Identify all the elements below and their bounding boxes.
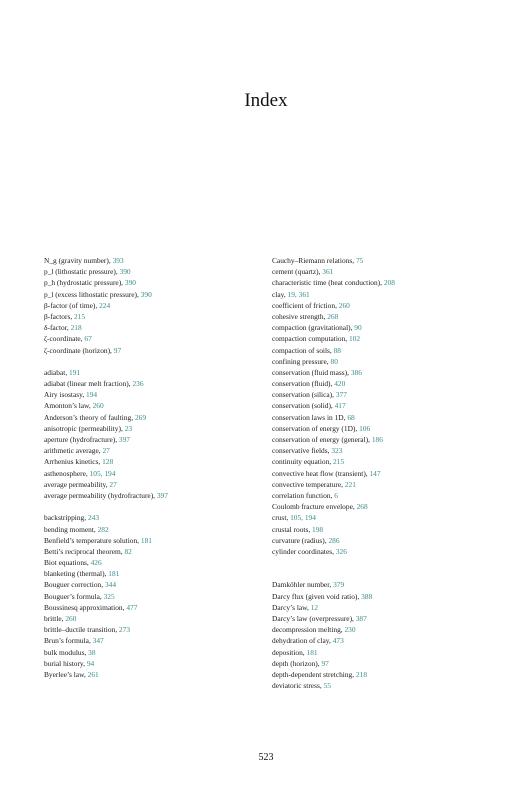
page-reference-link[interactable]: 379 <box>333 580 345 590</box>
page-reference-link[interactable]: 82 <box>124 546 132 556</box>
page-reference-link[interactable]: 344 <box>104 580 117 590</box>
index-entry <box>272 389 502 400</box>
index-entry <box>272 456 502 467</box>
index-term: asthenosphere, <box>44 468 90 478</box>
index-term: ζ-coordinate (horizon), <box>44 345 114 355</box>
index-term: crustal roots, <box>272 524 313 534</box>
page-reference-link[interactable]: 215 <box>332 457 345 467</box>
index-term: cohesive strength, <box>272 311 328 321</box>
page-reference-link[interactable]: 27 <box>109 479 117 489</box>
index-entry <box>272 479 502 490</box>
index-entry <box>44 311 274 322</box>
index-entry <box>44 255 274 266</box>
index-entry <box>44 490 274 501</box>
page-reference-link[interactable]: 181 <box>140 535 152 545</box>
index-entry <box>44 647 274 658</box>
page-reference-link[interactable]: 477 <box>126 602 138 612</box>
page-reference-link[interactable]: 390 <box>124 278 136 288</box>
index-entry <box>44 378 274 389</box>
page-reference-link[interactable]: 88 <box>333 345 341 355</box>
index-entry <box>44 456 274 467</box>
index-term: Damköhler number, <box>272 580 334 590</box>
page-reference-link[interactable]: 347 <box>92 636 104 646</box>
index-term: aperture (hydrofracture), <box>44 435 119 444</box>
page-reference-link[interactable]: 23 <box>124 423 133 433</box>
index-entry <box>272 356 502 367</box>
page-reference-link[interactable]: 208 <box>383 278 395 288</box>
page-title: Index <box>244 90 288 111</box>
index-entry <box>44 524 274 535</box>
page-reference-link[interactable]: 80 <box>330 356 338 366</box>
index-entry <box>44 624 274 635</box>
index-term: clay, <box>272 289 288 299</box>
index-term: Benfield’s temperature solution, <box>44 535 141 545</box>
index-term: conservation of energy (1D), <box>272 423 360 433</box>
index-entry <box>44 322 274 333</box>
index-term: bulk modulus, <box>44 647 89 657</box>
section-gap <box>44 356 274 367</box>
index-term: δ-factor, <box>44 323 71 333</box>
index-entry <box>44 345 274 356</box>
index-entry <box>44 333 274 344</box>
page-reference-link[interactable]: 181 <box>108 569 120 579</box>
index-term: adiabat, <box>44 367 70 377</box>
index-entry <box>44 289 274 300</box>
index-term: depth-dependent stretching, <box>272 669 356 679</box>
page-reference-link[interactable]: 417 <box>334 401 346 411</box>
index-term: arithmetic average, <box>44 446 103 456</box>
index-entry <box>44 635 274 646</box>
page-reference-link[interactable]: 191 <box>69 367 81 377</box>
index-entry <box>44 266 274 277</box>
index-column-right <box>272 255 502 691</box>
page-reference-link[interactable]: 55 <box>323 681 331 691</box>
page-reference-link[interactable]: 269 <box>134 412 147 422</box>
page-reference-link[interactable]: 221 <box>344 479 356 489</box>
page-reference-link[interactable]: 218 <box>70 323 82 333</box>
page-reference-link[interactable]: 215 <box>74 311 86 321</box>
index-term: continuity equation, <box>272 457 333 467</box>
page-reference-link[interactable]: 325 <box>103 591 115 601</box>
index-term: Bouguer’s formula, <box>44 591 104 601</box>
index-term: Boussinesq approximation, <box>44 602 127 612</box>
index-term: Darcy’s law (overpressure), <box>272 614 356 623</box>
index-term: confining pressure, <box>272 356 331 366</box>
page-reference-link[interactable]: 397 <box>156 490 168 500</box>
index-entry <box>272 322 502 333</box>
index-entry <box>44 613 274 624</box>
index-term: compaction of soils, <box>272 345 334 355</box>
index-entry <box>272 289 502 300</box>
index-term: dehydration of clay, <box>272 636 333 646</box>
page-reference-link[interactable]: 68 <box>347 412 355 422</box>
index-entry <box>44 535 274 546</box>
index-entry <box>44 367 274 378</box>
index-entry <box>272 535 502 546</box>
index-entry <box>272 367 502 378</box>
page-reference-link[interactable]: 67 <box>84 334 92 344</box>
index-term: conservation (silica), <box>272 390 336 400</box>
index-entry <box>272 266 502 277</box>
page-reference-link[interactable]: 261 <box>87 669 99 679</box>
index-entry <box>44 579 274 590</box>
index-term: Darcy’s law, <box>272 602 311 612</box>
index-entry <box>44 445 274 456</box>
index-entry <box>44 479 274 490</box>
index-term: average permeability (hydrofracture), <box>44 490 157 500</box>
index-entry <box>272 680 502 691</box>
page-reference-link[interactable]: 377 <box>335 390 347 400</box>
page-reference-link[interactable]: 19, 361 <box>287 289 310 299</box>
index-term: Coulomb fracture envelope, <box>272 502 357 512</box>
index-entry <box>44 669 274 680</box>
index-entry <box>44 423 274 434</box>
index-entry <box>272 277 502 288</box>
page-reference-link[interactable]: 473 <box>332 636 344 646</box>
index-term: deposition, <box>272 647 307 657</box>
page-reference-link[interactable]: 186 <box>371 435 383 444</box>
index-term: coefficient of friction, <box>272 300 339 310</box>
page-reference-link[interactable]: 236 <box>132 379 144 389</box>
page-reference-link[interactable]: 128 <box>102 457 114 467</box>
index-term: p_l (lithostatic pressure), <box>44 267 120 277</box>
index-entry <box>272 311 502 322</box>
page-reference-link[interactable]: 390 <box>119 267 131 277</box>
index-entry <box>272 333 502 344</box>
section-gap <box>44 501 274 512</box>
page-reference-link[interactable]: 323 <box>331 446 343 456</box>
index-term: Byerlee’s law, <box>44 669 88 679</box>
page-reference-link[interactable]: 426 <box>90 558 102 568</box>
index-term: correlation function, <box>272 490 335 500</box>
index-term: decompression melting, <box>272 625 345 635</box>
index-entry <box>272 579 502 590</box>
page-reference-link[interactable]: 97 <box>321 658 329 668</box>
index-term: crust, <box>272 513 291 523</box>
page-reference-link[interactable]: 397 <box>118 435 130 444</box>
page-reference-link[interactable]: 286 <box>328 535 340 545</box>
index-term: conservation (fluid), <box>272 379 335 389</box>
index-term: compaction computation, <box>272 334 349 344</box>
index-entry <box>272 400 502 411</box>
index-term: Betti’s reciprocal theorem, <box>44 546 125 556</box>
index-entry <box>272 512 502 523</box>
index-column-left <box>44 255 274 680</box>
index-term: deviatoric stress, <box>272 681 324 691</box>
index-term: cement (quartz), <box>272 267 323 277</box>
index-term: β-factor (of time), <box>44 300 100 310</box>
page-reference-link[interactable]: 386 <box>350 367 362 377</box>
index-term: Airy isostasy, <box>44 390 87 400</box>
index-term: N_g (gravity number), <box>44 256 113 265</box>
index-term: convective temperature, <box>272 479 345 489</box>
page-reference-link[interactable]: 181 <box>306 647 318 657</box>
index-entry <box>272 624 502 635</box>
page-reference-link[interactable]: 224 <box>99 300 111 310</box>
index-entry <box>44 546 274 557</box>
page-reference-link[interactable]: 326 <box>335 546 347 556</box>
page-reference-link[interactable]: 38 <box>88 647 96 657</box>
index-term: anisotropic (permeability), <box>44 423 125 433</box>
index-term: backstripping, <box>44 513 88 523</box>
index-entry <box>272 423 502 434</box>
index-term: conservative fields, <box>272 446 332 456</box>
page-number: 523 <box>258 752 274 763</box>
index-term: ζ-coordinate, <box>44 334 85 344</box>
index-term: cylinder coordinates, <box>272 546 336 556</box>
page-reference-link[interactable]: 388 <box>361 591 373 601</box>
page-reference-link[interactable]: 268 <box>327 311 339 321</box>
index-term: compaction (gravitational), <box>272 323 355 333</box>
section-gap <box>272 568 502 579</box>
index-entry <box>272 468 502 479</box>
index-entry <box>44 512 274 523</box>
index-entry <box>44 389 274 400</box>
index-term: conservation (solid), <box>272 401 335 411</box>
index-term: conservation laws in 1D, <box>272 412 348 422</box>
page-reference-link[interactable]: 94 <box>86 658 95 668</box>
page-reference-link[interactable]: 105, 194 <box>290 513 316 523</box>
index-entry <box>272 669 502 680</box>
index-term: Biot equations, <box>44 558 91 568</box>
index-entry <box>272 434 502 445</box>
index-entry <box>272 658 502 669</box>
page-reference-link[interactable]: 90 <box>354 323 362 333</box>
page-reference-link[interactable]: 27 <box>102 446 110 456</box>
page-reference-link[interactable]: 260 <box>338 300 350 310</box>
page-reference-link[interactable]: 147 <box>369 468 381 478</box>
page-reference-link[interactable]: 361 <box>322 267 334 277</box>
index-term: conservation of energy (general), <box>272 435 372 444</box>
index-entry <box>44 568 274 579</box>
page-reference-link[interactable]: 75 <box>355 256 364 265</box>
index-entry <box>272 524 502 535</box>
page-reference-link[interactable]: 387 <box>355 614 367 623</box>
page-reference-link[interactable]: 420 <box>334 379 346 389</box>
index-entry <box>272 613 502 624</box>
page-reference-link[interactable]: 393 <box>112 256 124 265</box>
index-term: characteristic time (heat conduction), <box>272 278 384 288</box>
index-entry <box>44 400 274 411</box>
page-reference-link[interactable]: 273 <box>118 625 131 635</box>
page-reference-link[interactable]: 102 <box>348 334 361 344</box>
index-entry <box>44 277 274 288</box>
index-term: depth (horizon), <box>272 658 322 668</box>
index-term: average permeability, <box>44 479 110 489</box>
index-entry <box>44 602 274 613</box>
index-term: conservation (fluid mass), <box>272 367 351 377</box>
index-entry <box>272 445 502 456</box>
index-term: Brun’s formula, <box>44 636 93 646</box>
index-entry <box>44 468 274 479</box>
index-entry <box>272 412 502 423</box>
index-term: β-factors, <box>44 311 75 321</box>
index-entry <box>272 255 502 266</box>
index-term: p_l (excess lithostatic pressure), <box>44 289 141 299</box>
index-entry <box>44 300 274 311</box>
index-entry <box>272 647 502 658</box>
section-gap <box>272 557 502 568</box>
page-reference-link[interactable]: 106 <box>359 423 371 433</box>
index-term: Arrhenius kinetics, <box>44 457 103 467</box>
index-term: Bouguer correction, <box>44 580 105 590</box>
page-reference-link[interactable]: 6 <box>334 490 338 500</box>
index-term: blanketing (thermal), <box>44 569 109 579</box>
page-reference-link[interactable]: 12 <box>310 602 319 612</box>
page-reference-link[interactable]: 198 <box>312 524 324 534</box>
index-term: brittle–ductile transition, <box>44 625 119 635</box>
index-term: burial history, <box>44 658 87 668</box>
index-entry <box>44 591 274 602</box>
index-entry <box>44 434 274 445</box>
page-reference-link[interactable]: 268 <box>356 502 368 512</box>
page-reference-link[interactable]: 105, 194 <box>89 468 116 478</box>
index-term: bending moment, <box>44 524 98 534</box>
page-reference-link[interactable]: 390 <box>140 289 152 299</box>
index-term: Darcy flux (given void ratio), <box>272 591 362 601</box>
page-reference-link[interactable]: 230 <box>344 625 356 635</box>
index-entry <box>44 412 274 423</box>
index-term: Cauchy–Riemann relations, <box>272 256 356 265</box>
page-reference-link[interactable]: 243 <box>87 513 100 523</box>
index-entry <box>272 501 502 512</box>
index-term: convective heat flow (transient), <box>272 468 370 478</box>
page-reference-link[interactable]: 260 <box>65 614 77 623</box>
index-entry <box>272 635 502 646</box>
index-term: Amonton’s law, <box>44 401 93 411</box>
index-entry <box>272 591 502 602</box>
page-reference-link[interactable]: 260 <box>92 401 104 411</box>
index-entry <box>272 546 502 557</box>
index-term: p_h (hydrostatic pressure), <box>44 278 125 288</box>
index-entry <box>272 602 502 613</box>
index-entry <box>272 345 502 356</box>
page-reference-link[interactable]: 97 <box>113 345 122 355</box>
index-term: Anderson’s theory of faulting, <box>44 412 135 422</box>
index-term: curvature (radius), <box>272 535 329 545</box>
index-entry <box>272 300 502 311</box>
page-reference-link[interactable]: 218 <box>355 669 368 679</box>
index-term: brittle, <box>44 614 66 623</box>
index-entry <box>44 557 274 568</box>
index-entry <box>44 658 274 669</box>
index-entry <box>272 490 502 501</box>
index-entry <box>272 378 502 389</box>
page-reference-link[interactable]: 282 <box>97 524 109 534</box>
page-reference-link[interactable]: 194 <box>86 390 98 400</box>
index-term: adiabat (linear melt fraction), <box>44 379 133 389</box>
